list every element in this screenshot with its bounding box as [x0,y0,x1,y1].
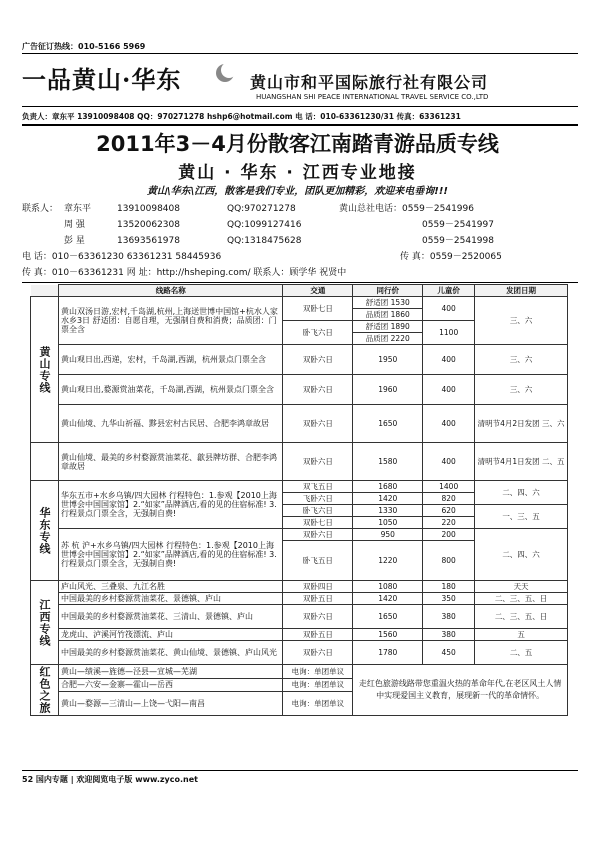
child-cell: 380 [423,605,475,629]
contact-qq: QQ:970271278 [227,204,296,214]
traffic-cell: 双卧五日 [283,593,353,605]
price-cell: 1080 [353,581,423,593]
date-cell: 五 [475,629,568,641]
price-cell: 品质团 2220 [353,333,423,345]
traffic-cell: 双卧六日 [283,405,353,443]
date-cell: 三、六 [475,375,568,405]
contact-qq: QQ:1318475628 [227,236,302,246]
price-cell: 1220 [353,541,423,581]
price-cell: 1650 [353,405,423,443]
contact-office-phone: 黄山总社电话：0559－2541996 [339,204,474,214]
traffic-cell: 双卧六日 [283,641,353,665]
child-cell: 450 [423,641,475,665]
group-header [31,285,59,297]
route-cell: 黄山观日出,西递，宏村，千岛湖,西湖，杭州景点门票全含 [58,345,283,375]
table-header [31,285,568,297]
contact-bar: 负责人：章东平 13910098408 QQ：970271278 hshp6@hotmail.com 电 话：010-63361230/31 传真：63361231 [22,112,461,121]
price-cell: 品质团 1860 [353,309,423,321]
footer-text: 52 国内专题 | 欢迎阅览电子版 www.zyco.net [22,775,198,784]
route-cell: 黄山仙境、九华山祈福、黟县宏村古民居、合肥李鸿章故居 [58,405,283,443]
traffic-cell: 双卧七日 [283,297,353,321]
contact-phone: 13693561978 [117,236,180,246]
date-cell: 二、三、五、日 [475,593,568,605]
table-row [31,581,568,593]
traffic-cell: 双卧六日 [283,605,353,629]
table-row [31,641,568,665]
price-cell: 1050 [353,517,423,529]
child-cell: 1100 [423,321,475,345]
company-name-cn: 黄山市和平国际旅行社有限公司 [250,73,489,92]
table-row [31,405,568,443]
col-route: 线路名称 [58,285,283,297]
date-cell: 二、五 [475,641,568,665]
traffic-cell: 双卧五日 [283,629,353,641]
contact-office-phone: 0559－2541998 [422,236,494,246]
page-title: 2011年3－4月份散客江南踏青游品质专线 [96,132,499,156]
date-cell: 二、三、五、日 [475,605,568,629]
traffic-cell: 卧飞六日 [283,321,353,345]
price-cell: 1680 [353,481,423,493]
traffic-cell: 卧飞六日 [283,505,353,517]
route-cell: 龙虎山、泸溪河竹筏漂流、庐山 [58,629,283,641]
price-cell: 1420 [353,593,423,605]
date-cell: 三、六 [475,345,568,375]
contact-row [22,233,578,249]
group-huangshan: 黄山专线 [31,297,59,443]
table-row [31,297,568,309]
date-cell: 三、六 [475,297,568,345]
date-cell: 二、四、六 [475,529,568,581]
contacts-block [22,201,578,281]
table-row [31,481,568,493]
route-table [30,284,568,716]
contact-qq: QQ:1099127416 [227,220,302,230]
traffic-cell: 双卧六日 [283,443,353,481]
group-cont [31,443,59,481]
traffic-cell: 电询：单团单议 [283,678,353,692]
price-cell: 舒适团 1530 [353,297,423,309]
logo-text: 一品黄山·华东 [22,65,182,94]
table-row [31,593,568,605]
price-cell: 1950 [353,345,423,375]
contact-name: 周 强 [64,220,85,230]
table-row [31,629,568,641]
table-row [31,375,568,405]
contact-phone: 13520062308 [117,220,180,230]
traffic-cell: 卧飞五日 [283,541,353,581]
traffic-cell: 双飞五日 [283,481,353,493]
child-cell: 180 [423,581,475,593]
child-cell: 1400 [423,481,475,493]
child-cell: 380 [423,629,475,641]
col-traffic: 交通 [283,285,353,297]
child-cell: 350 [423,593,475,605]
date-cell: 清明节4月2日发团 三、六 [475,405,568,443]
phone-line: 电 话：010－63361230 63361231 58445936 [22,252,222,262]
moon-icon [214,62,236,84]
route-cell: 黄山仙境、最美的乡村婺源赏油菜花、歙县牌坊群、合肥李鸿章故居 [58,443,283,481]
route-cell: 中国最美的乡村婺源赏油菜花、景德镇、庐山 [58,593,283,605]
company-name-en: HUANGSHAN SHI PEACE INTERNATIONAL TRAVEL SERVICE CO.,LTD [256,93,489,101]
traffic-cell: 双卧六日 [283,375,353,405]
price-cell: 1580 [353,443,423,481]
top-rule [22,53,578,54]
table-row [31,443,568,481]
traffic-cell: 电询：单团单议 [283,665,353,679]
traffic-cell: 双卧六日 [283,529,353,541]
price-cell: 舒适团 1890 [353,321,423,333]
col-child: 儿童价 [423,285,475,297]
subtitle: 黄山 · 华东 · 江西专业地接 [178,163,417,183]
price-cell: 1420 [353,493,423,505]
child-cell: 800 [423,541,475,581]
red-tour-note: 走红色旅游线路带您重温火热的革命年代,在老区风土人情中实现爱国主义教育，展现新一代的革命情怀。 [353,665,568,716]
traffic-cell: 双卧四日 [283,581,353,593]
table-row [31,665,568,679]
traffic-cell: 电询：单团单议 [283,692,353,716]
contact-name: 彭 星 [64,236,85,246]
price-cell: 1560 [353,629,423,641]
child-cell: 220 [423,517,475,529]
contact-row [22,217,578,233]
price-cell: 1960 [353,375,423,405]
group-huadong: 华东专线 [31,481,59,581]
date-cell: 二、四、六 [475,481,568,505]
footer-rule [22,770,578,771]
price-cell: 1780 [353,641,423,665]
route-cell: 合肥—六安—金寨—霍山—岳西 [58,678,283,692]
contact-phone: 13910098408 [117,204,180,214]
price-cell: 950 [353,529,423,541]
child-cell: 400 [423,345,475,375]
child-cell: 820 [423,493,475,505]
slogan: 黄山\华东\江西，散客是我们专业，团队更加精彩，欢迎来电垂询!!! [147,186,448,197]
fax-line: 传 真：010－63361231 网 址：http://hsheping.com/ 联系人：顾学华 祝贤中 [22,268,347,278]
route-cell: 中国最美的乡村婺源赏油菜花、三清山、景德镇、庐山 [58,605,283,629]
child-cell: 200 [423,529,475,541]
child-cell: 400 [423,443,475,481]
date-cell: 一、三、五 [475,505,568,529]
route-cell: 黄山—婺源—三清山—上饶—弋阳—南昌 [58,692,283,716]
contact-row [22,201,578,217]
route-cell: 苏 杭 沪+水乡乌镇/四大园林 行程特色：1.参观【2010上海世博会中国国家馆】2.“如家”品牌酒店,看的见的住宿标准! 3.行程景点门票全含，无强制自费! [58,529,283,581]
table-row [31,529,568,541]
table-top-rule [22,282,578,283]
traffic-cell: 飞卧六日 [283,493,353,505]
traffic-cell: 双卧六日 [283,345,353,375]
price-cell: 1650 [353,605,423,629]
table-row [31,605,568,629]
date-cell: 天天 [475,581,568,593]
date-cell: 清明节4月1日发团 二、五 [475,443,568,481]
col-date: 发团日期 [475,285,568,297]
child-cell: 620 [423,505,475,517]
route-cell: 华东五市+水乡乌镇/四大园林 行程特色：1.参观【2010上海世博会中国国家馆】2.“如家”品牌酒店,看的见的住宿标准! 3.行程景点门票全含，无强制自费! [58,481,283,529]
table-row [31,345,568,375]
child-cell: 400 [423,297,475,321]
child-cell: 400 [423,375,475,405]
ad-hotline: 广告征订热线：010-5166 5969 [22,42,146,51]
office-fax: 传 真：0559－2520065 [400,252,502,262]
phone-row [22,249,578,265]
route-cell: 黄山观日出,婺源赏油菜花，千岛湖,西湖，杭州景点门票全含 [58,375,283,405]
route-cell: 庐山风光、三叠泉、九江名胜 [58,581,283,593]
group-jiangxi: 江西专线 [31,581,59,665]
child-cell: 400 [423,405,475,443]
route-cell: 中国最美的乡村婺源赏油菜花、黄山仙境、景德镇、庐山风光 [58,641,283,665]
contact-office-phone: 0559－2541997 [422,220,494,230]
traffic-cell: 双卧七日 [283,517,353,529]
fax-row [22,265,578,281]
contact-name: 章东平 [64,204,92,214]
contact-rule [22,124,578,126]
col-price: 同行价 [353,285,423,297]
contact-label: 联系人： [22,204,59,214]
logo [22,60,242,100]
route-cell: 黄山—绩溪—旌德—泾县—宣城—芜湖 [58,665,283,679]
route-cell: 黄山双汤日游,宏村,千岛湖,杭州,上海送世博中国馆+杭水人家水乡3日 舒适团：自愿自理，无强制自费和消费；品质团：门票全含 [58,297,283,345]
header-rule [22,106,578,107]
price-cell: 1330 [353,505,423,517]
group-red-tour: 红色之旅 [31,665,59,716]
